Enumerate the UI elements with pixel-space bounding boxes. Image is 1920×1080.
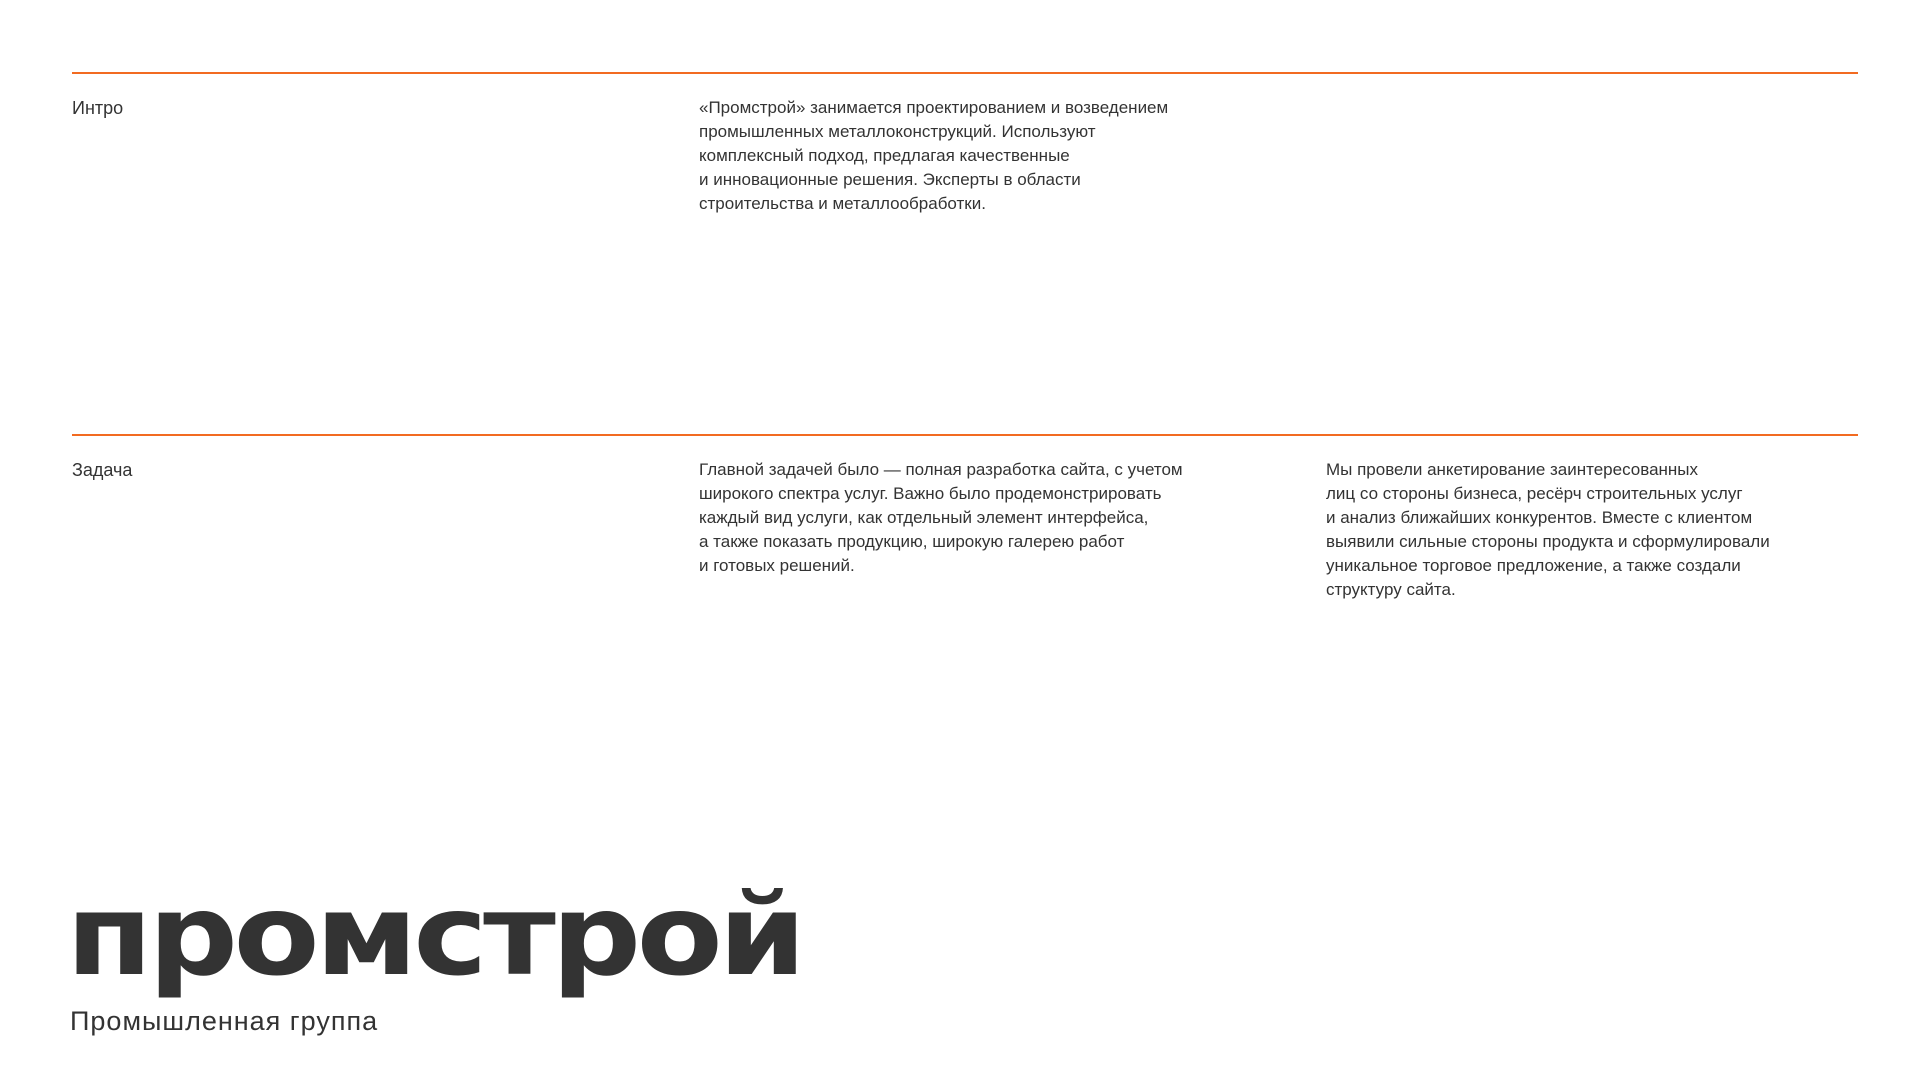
task-text-line: и готовых решений. (699, 556, 855, 575)
intro-divider (72, 72, 1858, 74)
intro-text-line: комплексный подход, предлагая качественные (699, 146, 1070, 165)
task-text-line: Главной задачей было — полная разработка сайта, с учетом (699, 460, 1183, 479)
intro-section-label: Интро (72, 98, 124, 118)
logo-tagline: Промышленная группа (70, 1006, 379, 1036)
intro-text-line: строительства и металлообработки. (699, 194, 986, 213)
task-text-line: структуру сайта. (1326, 580, 1456, 599)
task-text-line: уникальное торговое предложение, а также создали (1326, 556, 1741, 575)
logo-wordmark: промстрой (66, 871, 802, 1001)
intro-text (699, 96, 1259, 216)
task-text-line: выявили сильные стороны продукта и сформулировали (1326, 532, 1770, 551)
task-section-label: Задача (72, 460, 133, 480)
task-divider (72, 434, 1858, 436)
task-text-column-1 (699, 458, 1259, 578)
task-text-line: широкого спектра услуг. Важно было продемонстрировать (699, 484, 1162, 503)
intro-text-line: «Промстрой» занимается проектированием и возведением (699, 98, 1169, 117)
task-text-line: Мы провели анкетирование заинтересованных (1326, 460, 1699, 479)
task-text-line: и анализ ближайших конкурентов. Вместе с клиентом (1326, 508, 1753, 527)
intro-text-line: промышленных металлоконструкций. Используют (699, 122, 1096, 141)
task-text-line: каждый вид услуги, как отдельный элемент интерфейса, (699, 508, 1149, 527)
task-text-column-2 (1326, 458, 1886, 602)
intro-text-line: и инновационные решения. Эксперты в области (699, 170, 1081, 189)
task-text-line: а также показать продукцию, широкую галерею работ (699, 532, 1125, 551)
task-text-line: лиц со стороны бизнеса, ресёрч строительных услуг (1326, 484, 1743, 503)
